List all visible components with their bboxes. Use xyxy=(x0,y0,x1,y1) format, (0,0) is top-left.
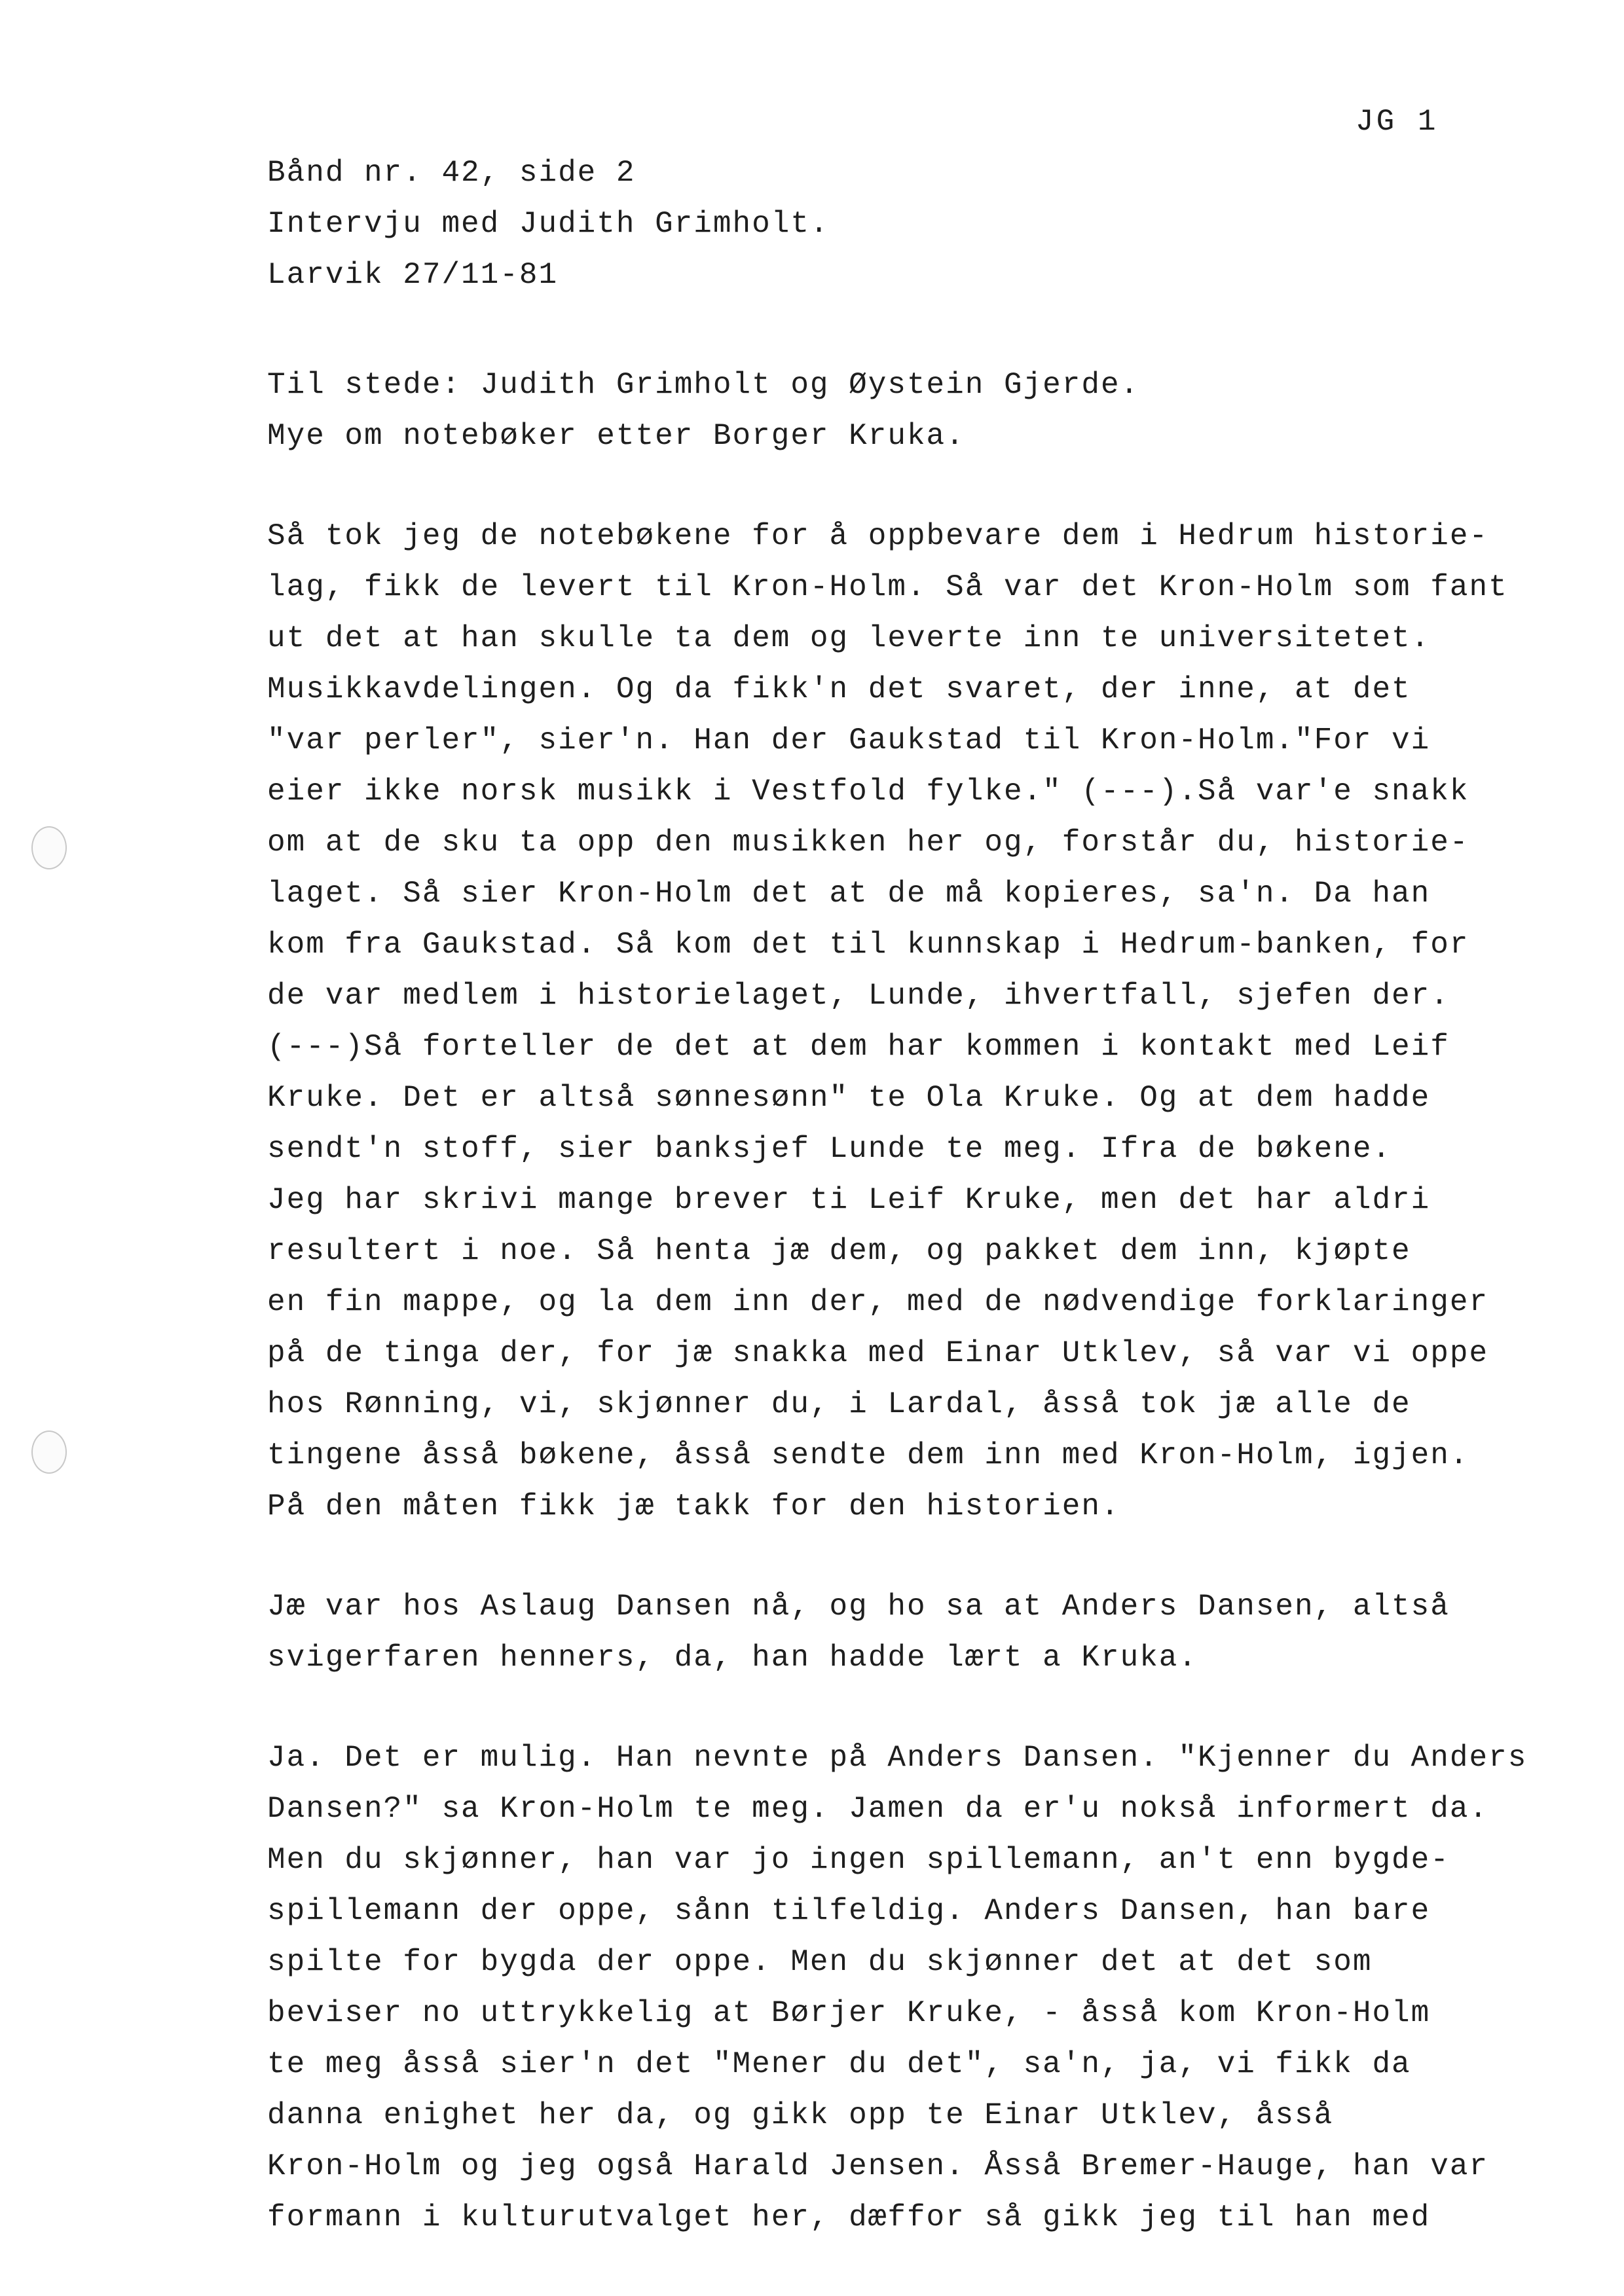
intro-block xyxy=(267,359,1603,462)
text-line: På den måten fikk jæ takk for den historien. xyxy=(267,1489,1120,1523)
text-line: spilte for bygda der oppe. Men du skjønner det at det som xyxy=(267,1945,1373,1979)
text-line: laget. Så sier Kron-Holm det at de må kopieres, sa'n. Da han xyxy=(267,877,1431,911)
text-line: Kron-Holm og jeg også Harald Jensen. Åsså Bremer-Hauge, han var xyxy=(267,2149,1489,2183)
intro-line: Mye om notebøker etter Borger Kruka. xyxy=(267,419,965,453)
intro-line: Til stede: Judith Grimholt og Øystein Gjerde. xyxy=(267,368,1140,402)
header-line: Intervju med Judith Grimholt. xyxy=(267,207,830,241)
text-line: beviser no uttrykkelig at Børjer Kruke, - åsså kom Kron-Holm xyxy=(267,1996,1431,2030)
punch-hole xyxy=(31,1430,67,1474)
paragraph-1 xyxy=(267,511,1603,1532)
text-line: de var medlem i historielaget, Lunde, ihvertfall, sjefen der. xyxy=(267,979,1450,1013)
text-line: tingene åsså bøkene, åsså sendte dem inn med Kron-Holm, igjen. xyxy=(267,1438,1469,1472)
text-line: Musikkavdelingen. Og da fikk'n det svaret, der inne, at det xyxy=(267,672,1411,706)
document-header xyxy=(267,147,1603,301)
text-line: Jeg har skrivi mange brever ti Leif Kruke, men det har aldri xyxy=(267,1183,1431,1217)
paragraph-2 xyxy=(267,1581,1603,1683)
text-line: om at de sku ta opp den musikken her og, forstår du, historie- xyxy=(267,826,1469,860)
text-line: "var perler", sier'n. Han der Gaukstad til Kron-Holm."For vi xyxy=(267,723,1431,757)
paragraph-3 xyxy=(267,1732,1603,2243)
header-line: Larvik 27/11-81 xyxy=(267,258,559,292)
text-line: ut det at han skulle ta dem og leverte inn te universitetet. xyxy=(267,621,1431,655)
text-line: Jæ var hos Aslaug Dansen nå, og ho sa at Anders Dansen, altså xyxy=(267,1590,1450,1624)
text-line: spillemann der oppe, sånn tilfeldig. Anders Dansen, han bare xyxy=(267,1894,1431,1928)
text-line: (---)Så forteller de det at dem har kommen i kontakt med Leif xyxy=(267,1030,1450,1064)
text-line: Dansen?" sa Kron-Holm te meg. Jamen da er'u nokså informert da. xyxy=(267,1792,1489,1826)
text-line: hos Rønning, vi, skjønner du, i Lardal, åsså tok jæ alle de xyxy=(267,1387,1411,1421)
text-line: formann i kulturutvalget her, dæffor så gikk jeg til han med xyxy=(267,2200,1431,2234)
text-line: eier ikke norsk musikk i Vestfold fylke." (---).Så var'e snakk xyxy=(267,774,1469,809)
text-line: en fin mappe, og la dem inn der, med de nødvendige forklaringer xyxy=(267,1285,1489,1319)
text-line: Ja. Det er mulig. Han nevnte på Anders Dansen. "Kjenner du Anders xyxy=(267,1741,1528,1775)
page-id: JG 1 xyxy=(1356,105,1439,139)
text-line: kom fra Gaukstad. Så kom det til kunnskap i Hedrum-banken, for xyxy=(267,928,1469,962)
text-line: Kruke. Det er altså sønnesønn" te Ola Kruke. Og at dem hadde xyxy=(267,1081,1431,1115)
typewritten-document xyxy=(267,147,1603,2243)
text-line: lag, fikk de levert til Kron-Holm. Så var det Kron-Holm som fant xyxy=(267,570,1508,604)
punch-hole xyxy=(31,826,67,869)
text-line: på de tinga der, for jæ snakka med Einar Utklev, så var vi oppe xyxy=(267,1336,1489,1370)
text-line: te meg åsså sier'n det "Mener du det", sa'n, ja, vi fikk da xyxy=(267,2047,1411,2081)
text-line: Men du skjønner, han var jo ingen spillemann, an't enn bygde- xyxy=(267,1843,1450,1877)
text-line: Så tok jeg de notebøkene for å oppbevare dem i Hedrum historie- xyxy=(267,519,1489,553)
text-line: resultert i noe. Så henta jæ dem, og pakket dem inn, kjøpte xyxy=(267,1234,1411,1268)
text-line: sendt'n stoff, sier banksjef Lunde te meg. Ifra de bøkene. xyxy=(267,1132,1392,1166)
text-line: svigerfaren henners, da, han hadde lært a Kruka. xyxy=(267,1641,1198,1675)
text-line: danna enighet her da, og gikk opp te Einar Utklev, åsså xyxy=(267,2098,1334,2132)
header-line: Bånd nr. 42, side 2 xyxy=(267,156,636,190)
